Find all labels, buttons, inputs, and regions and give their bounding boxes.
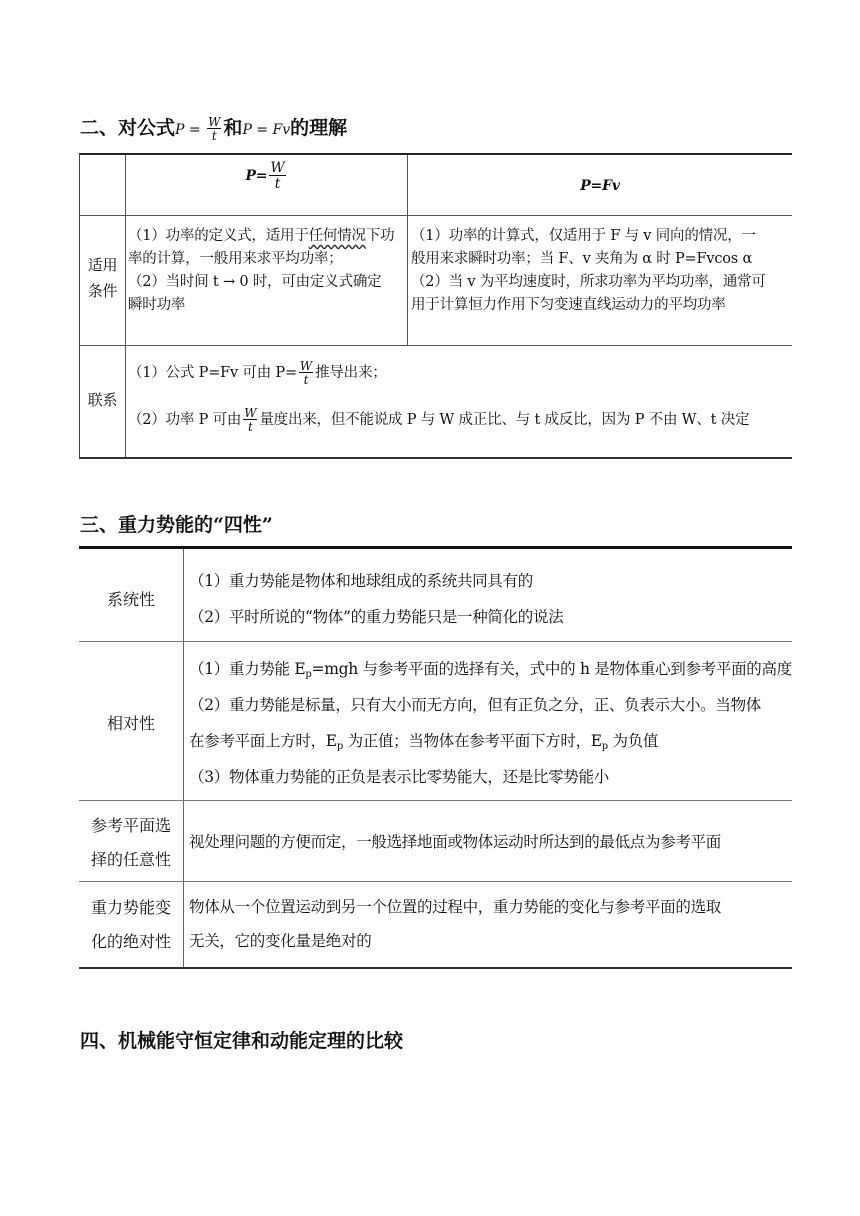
row-label-systematic: 系统性 — [106, 590, 155, 609]
row-label-conditions — [80, 252, 125, 304]
label-line: 化的绝对性 — [90, 932, 171, 951]
systematic-line-1: （1）重力势能是物体和地球组成的系统共同具有的 — [189, 572, 533, 590]
power-formula-table — [79, 153, 792, 459]
arbitrariness-line-1: 视处理问题的方便而定，一般选择地面或物体运动时所达到的最低点为参考平面 — [189, 833, 722, 851]
row2-line1 — [128, 360, 790, 386]
text-run: 在参考平面上方时，E — [189, 732, 337, 750]
text-run: （1）功率的定义式，适用于 — [128, 228, 309, 244]
row1-col2-text — [411, 225, 791, 317]
relativity-line-3 — [189, 725, 658, 763]
text-run: 推导出来； — [315, 365, 387, 381]
heading-connector: 和 — [223, 117, 243, 139]
formula1-fraction — [207, 116, 221, 142]
label-line: 择的任意性 — [90, 850, 171, 869]
systematic-line-2: （2）平时所说的“物体”的重力势能只是一种简化的说法 — [189, 608, 564, 626]
text-line: 般用来求瞬时功率；当 F、v 夹角为 α 时 P=Fvcos α — [411, 251, 753, 267]
emphasized-text: 任何情况 — [308, 228, 366, 244]
relativity-line-1 — [189, 653, 792, 691]
row-label-absoluteness — [79, 891, 183, 959]
text-run: 下功率的计算，一般用来求平均功率； — [128, 228, 395, 267]
fraction-denominator: t — [247, 420, 253, 434]
subscript: p — [305, 669, 312, 680]
row-label-relation: 联系 — [87, 391, 118, 409]
potential-energy-table — [79, 546, 792, 969]
text-run: （2）当时间 t → 0 时，可由定义式确定 — [128, 274, 382, 290]
label-line: 参考平面选 — [90, 816, 171, 835]
label-line: 适用 — [87, 256, 118, 274]
heading-prefix: 二、对公式 — [80, 117, 176, 139]
row1-col1-text — [128, 225, 406, 317]
col1-header-lhs: P= — [245, 168, 268, 184]
text-run: =mgh 与参考平面的选择有关，式中的 h 是物体重心到参考平面的高度 — [311, 660, 792, 678]
text-run: 量度出来，但不能说成 P 与 W 成正比、与 t 成反比，因为 P 不由 W、t 决定 — [259, 412, 750, 428]
text-line: （1）功率的计算式，仅适用于 F 与 v 同向的情况，一 — [411, 228, 756, 244]
subscript: p — [336, 741, 343, 752]
fraction-numerator: W — [208, 115, 221, 129]
row-label-arbitrariness — [79, 809, 183, 877]
section-3-heading: 三、重力势能的“四性” — [80, 514, 273, 536]
text-run: （2）功率 P 可由 — [128, 412, 242, 428]
subscript: p — [601, 741, 608, 752]
label-line: 重力势能变 — [90, 898, 171, 917]
heading-suffix: 的理解 — [290, 117, 348, 139]
row2-line2 — [128, 407, 790, 433]
text-run: （1）重力势能 E — [189, 660, 306, 678]
label-line: 条件 — [87, 282, 118, 300]
text-run: （1）公式 P=Fv 可由 P= — [128, 365, 297, 381]
text-line: 用于计算恒力作用下匀变速直线运动力的平均功率 — [411, 297, 726, 313]
col1-header-fraction — [269, 161, 285, 191]
text-run: 瞬时功率 — [128, 297, 186, 313]
section-4-heading: 四、机械能守恒定律和动能定理的比较 — [80, 1030, 404, 1052]
col1-header — [126, 161, 407, 191]
inline-fraction — [243, 407, 257, 433]
relativity-line-4: （3）物体重力势能的正负是表示比零势能大，还是比零势能小 — [189, 768, 609, 786]
text-line: （2）当 v 为平均速度时，所求功率为平均功率，通常可 — [411, 274, 766, 290]
relativity-line-2: （2）重力势能是标量，只有大小而无方向，但有正负之分，正、负表示大小。当物体 — [189, 696, 761, 714]
col2-header: P=Fv — [580, 178, 620, 194]
fraction-numerator: W — [270, 160, 285, 176]
fraction-denominator: t — [211, 129, 217, 143]
fraction-numerator: W — [244, 406, 257, 420]
inline-fraction — [299, 360, 313, 386]
section-2-heading — [80, 113, 347, 142]
text-run: 为负值 — [607, 732, 659, 750]
absoluteness-line-2: 无关，它的变化量是绝对的 — [189, 932, 372, 950]
formula2: P = Fv — [242, 122, 291, 138]
absoluteness-line-1: 物体从一个位置运动到另一个位置的过程中，重力势能的变化与参考平面的选取 — [189, 898, 722, 916]
text-run: 为正值；当物体在参考平面下方时，E — [342, 732, 602, 750]
formula1-lhs: P = — [175, 122, 206, 138]
fraction-denominator: t — [303, 373, 309, 387]
fraction-denominator: t — [274, 176, 281, 192]
row-label-relativity: 相对性 — [106, 714, 155, 733]
fraction-numerator: W — [299, 359, 313, 373]
